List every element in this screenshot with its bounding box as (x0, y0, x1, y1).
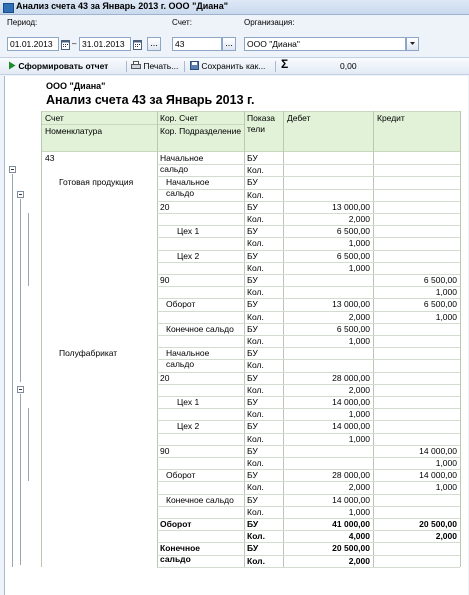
row-corr-cell: Начальное сальдо (160, 153, 204, 174)
row-debit-cell: 41 000,00 (332, 519, 370, 529)
row-debit-cell: 1,000 (348, 336, 370, 346)
row-debit-cell: 2,000 (348, 311, 370, 322)
row-indicator-cell: Кол. (247, 433, 264, 444)
sum-value: 0,00 (340, 61, 357, 71)
grouping-gutter (5, 76, 43, 595)
period-to-field[interactable]: 31.01.2013 (79, 37, 131, 51)
header-debit: Дебет (287, 113, 311, 123)
row-corr-cell: Начальное сальдо (166, 177, 210, 199)
row-debit-cell: 13 000,00 (332, 201, 370, 212)
row-debit-cell: 2,000 (348, 482, 370, 493)
row-indicator-cell: БУ (247, 397, 258, 407)
row-credit-cell: 1,000 (435, 311, 457, 322)
row-debit-cell: 6 500,00 (336, 250, 370, 261)
row-indicator-cell: БУ (247, 323, 258, 334)
group-tree-line (12, 174, 13, 567)
row-debit-cell: 2,000 (348, 555, 370, 566)
row-indicator-cell: БУ (247, 201, 258, 212)
row-credit-cell: 14 000,00 (419, 445, 457, 456)
row-credit-cell: 1,000 (435, 482, 457, 493)
header-mid-rule (41, 124, 244, 125)
organization-field[interactable]: ООО "Диана" (244, 37, 406, 51)
row-corr-cell: Цех 2 (177, 250, 200, 261)
group-tree-line (20, 394, 21, 565)
row-corr-cell: Оборот (166, 470, 196, 481)
row-corr-cell: 20 (160, 201, 170, 212)
row-debit-cell: 2,000 (348, 214, 370, 224)
account-label: Счет: (172, 18, 192, 27)
row-indicator-cell: Кол. (247, 262, 264, 273)
parameters-panel (0, 15, 469, 57)
header-corr-account: Кор. Счет (160, 113, 198, 123)
row-indicator-cell: Кол. (247, 311, 264, 322)
header-account: Счет (45, 113, 64, 123)
printer-icon (131, 61, 141, 70)
row-credit-cell: 1,000 (435, 458, 457, 468)
row-credit-cell: 6 500,00 (423, 299, 457, 310)
row-corr-cell: Оборот (166, 299, 196, 310)
row-credit-cell: 2,000 (435, 531, 457, 542)
group-tree-line (28, 213, 29, 286)
row-indicator-cell: БУ (247, 494, 258, 505)
row-credit-cell: 20 500,00 (419, 519, 457, 529)
row-indicator-cell: БУ (247, 250, 258, 261)
row-account-cell: Полуфабрикат (59, 348, 118, 359)
row-account-cell: 43 (45, 153, 55, 163)
row-corr-cell: 20 (160, 372, 170, 383)
row-indicator-cell: БУ (247, 177, 258, 188)
row-debit-cell: 13 000,00 (332, 299, 370, 310)
row-debit-cell: 28 000,00 (332, 470, 370, 481)
report-spreadsheet[interactable] (4, 76, 468, 595)
table-column-divider (373, 111, 374, 567)
account-select-button[interactable]: ... (222, 37, 236, 51)
row-indicator-cell: Кол. (247, 360, 264, 371)
header-nomenclature: Номенклатура (45, 126, 103, 136)
row-debit-cell: 28 000,00 (332, 372, 370, 383)
row-corr-cell: Цех 1 (177, 226, 200, 237)
row-debit-cell: 14 000,00 (332, 397, 370, 407)
row-debit-cell: 1,000 (348, 433, 370, 444)
row-indicator-cell: БУ (247, 299, 258, 310)
row-corr-cell: 90 (160, 275, 170, 285)
report-organization: ООО "Диана" (46, 81, 106, 91)
print-button[interactable] (131, 60, 178, 72)
row-indicator-cell: Кол. (247, 336, 264, 346)
save-as-button[interactable] (190, 60, 265, 72)
row-debit-cell: 20 500,00 (332, 543, 370, 554)
group-tree-line (28, 408, 29, 481)
row-corr-cell: 90 (160, 445, 170, 456)
row-indicator-cell: Кол. (247, 287, 264, 298)
app-icon (3, 3, 14, 13)
report-title: Анализ счета 43 за Январь 2013 г. (46, 93, 255, 107)
print-label: Печать... (143, 61, 179, 71)
calendar-icon[interactable] (133, 39, 142, 50)
row-indicator-cell: БУ (247, 421, 258, 432)
group-tree-line (20, 199, 21, 382)
row-debit-cell: 1,000 (348, 238, 370, 249)
row-corr-cell: Цех 1 (177, 397, 200, 407)
period-label: Период: (7, 18, 38, 27)
row-debit-cell: 6 500,00 (336, 323, 370, 334)
save-icon (190, 61, 199, 70)
account-field[interactable]: 43 (172, 37, 222, 51)
row-indicator-cell: БУ (247, 372, 258, 383)
row-indicator-cell: БУ (247, 519, 259, 529)
row-debit-cell: 1,000 (348, 262, 370, 273)
row-indicator-cell: БУ (247, 226, 258, 237)
table-column-divider (41, 111, 42, 567)
header-corr-subdivision: Кор. Подразделение (160, 126, 242, 136)
header-top-rule (41, 111, 460, 112)
row-corr-cell: Конечное сальдо (160, 543, 201, 565)
row-corr-cell: Конечное сальдо (166, 323, 234, 334)
row-indicator-cell: Кол. (247, 165, 264, 176)
row-indicator-cell: БУ (247, 470, 258, 481)
group-collapse-icon[interactable] (9, 166, 16, 173)
row-indicator-cell: Кол. (247, 409, 264, 420)
save-as-label: Сохранить как... (201, 61, 266, 71)
row-debit-cell: 1,000 (348, 506, 370, 517)
row-corr-cell: Оборот (160, 519, 192, 529)
toolbar-separator (184, 61, 185, 72)
play-icon (8, 61, 16, 70)
table-column-divider (460, 111, 461, 567)
row-debit-cell: 2,000 (348, 384, 370, 395)
row-indicator-cell: Кол. (247, 482, 264, 493)
header-indicators: Показа тели (247, 113, 275, 134)
row-debit-cell: 4,000 (348, 531, 370, 542)
sum-icon: Σ (281, 57, 289, 71)
toolbar-separator (126, 61, 127, 72)
row-indicator-cell: Кол. (247, 531, 265, 542)
row-indicator-cell: Кол. (247, 555, 265, 566)
row-indicator-cell: Кол. (247, 384, 264, 395)
row-indicator-cell: Кол. (247, 506, 264, 517)
report-toolbar (0, 57, 469, 75)
group-collapse-icon[interactable] (17, 191, 24, 198)
organization-dropdown-button[interactable] (406, 37, 419, 51)
group-collapse-icon[interactable] (17, 386, 24, 393)
row-debit-cell: 6 500,00 (336, 226, 370, 237)
organization-label: Организация: (244, 18, 295, 27)
row-corr-cell: Цех 2 (177, 421, 200, 432)
window-titlebar (0, 0, 469, 15)
row-indicator-cell: Кол. (247, 238, 264, 249)
header-bottom-rule (41, 151, 460, 152)
period-dash: – (72, 39, 77, 48)
row-debit-cell: 14 000,00 (332, 421, 370, 432)
table-column-divider (244, 111, 245, 567)
row-corr-cell: Начальное сальдо (166, 348, 210, 370)
period-select-button[interactable]: ... (147, 37, 161, 51)
row-account-cell: Готовая продукция (59, 177, 134, 188)
table-column-divider (157, 111, 158, 567)
row-indicator-cell: БУ (247, 543, 259, 554)
toolbar-separator (275, 61, 276, 72)
row-indicator-cell: БУ (247, 153, 258, 163)
row-indicator-cell: Кол. (247, 189, 264, 200)
period-from-field[interactable]: 01.01.2013 (7, 37, 59, 51)
row-indicator-cell: Кол. (247, 214, 264, 224)
row-credit-cell: 1,000 (435, 287, 457, 298)
row-indicator-cell: Кол. (247, 458, 264, 468)
row-debit-cell: 14 000,00 (332, 494, 370, 505)
row-debit-cell: 1,000 (348, 409, 370, 420)
chevron-down-icon (407, 38, 418, 49)
row-indicator-cell: БУ (247, 348, 258, 359)
row-indicator-cell: БУ (247, 275, 258, 285)
row-credit-cell: 14 000,00 (419, 470, 457, 481)
generate-report-button[interactable] (8, 60, 108, 72)
row-divider (157, 567, 460, 568)
window-title: Анализ счета 43 за Январь 2013 г. ООО "Диана" (16, 1, 228, 11)
row-corr-cell: Конечное сальдо (166, 494, 234, 505)
row-credit-cell: 6 500,00 (423, 275, 457, 285)
generate-report-label: Сформировать отчет (18, 61, 109, 71)
calendar-icon[interactable] (61, 39, 70, 50)
row-indicator-cell: БУ (247, 445, 258, 456)
header-credit: Кредит (377, 113, 405, 123)
